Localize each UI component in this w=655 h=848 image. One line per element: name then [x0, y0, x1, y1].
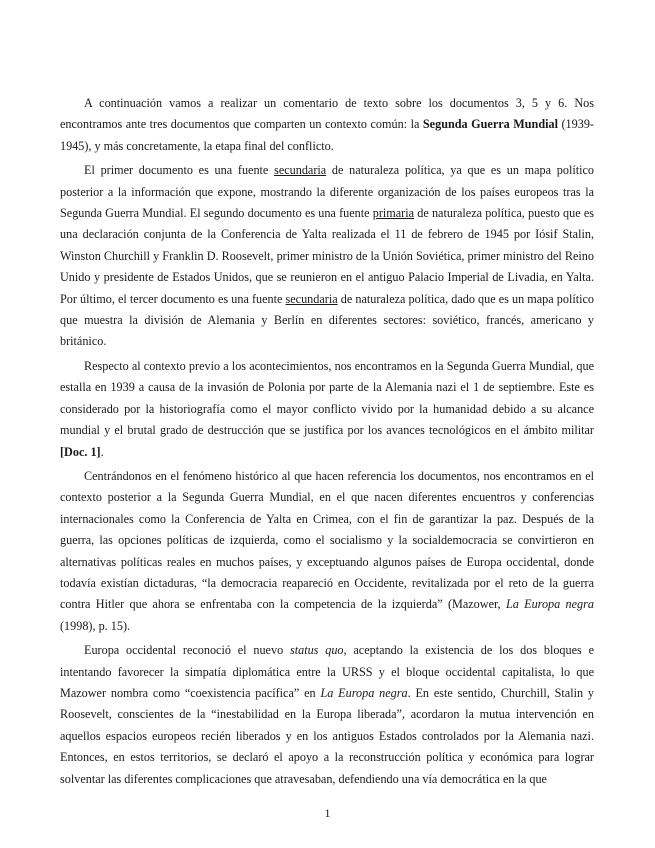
text-run: . En este sentido, Churchill, Stalin y Roosevelt, conscientes de la “inestabilidad en la Europa liberada”, acordaron la mutua intervención en aquellos espacios europeos recién liberados y en los antiguos Estados controlados por la Alemania nazi. Entonces, en estos territorios, se declaró el apoyo a la reconstrucción política y económica para lograr solventar las diferentes complicaciones que atravesaban, defendiendo una vía democrática en la que	[60, 685, 594, 786]
italic-run: status quo	[289, 643, 344, 658]
text-run: de naturaleza política, ya que es un mapa político posterior a la información que expone, mostrando la diferente organización de los países europeos tras la Segunda Guerra Mundial. El segundo documento es una fuente	[60, 163, 595, 221]
underlined-run: secundaria	[274, 163, 327, 178]
text-run: , aceptando la existencia de los dos bloques e intentando favorecer la simpatía diplomática entre la URSS y el bloque occidental capitalista, lo que Mazower nombra como “coexistencia pacífica” en	[60, 643, 594, 700]
bold-run: Segunda Guerra Mundial	[422, 117, 558, 132]
italic-run: La Europa negra	[320, 685, 408, 700]
text-run: A continuación vamos a realizar un comentario de texto sobre los documentos 3, 5 y 6. Nos encontramos ante tres documentos que comparten un contexto común: la	[60, 96, 594, 132]
bold-run: [Doc. 1]	[60, 444, 101, 459]
text-run: El primer documento es una fuente	[84, 163, 275, 178]
page-number: 1	[324, 806, 331, 820]
italic-run: La Europa negra	[505, 597, 594, 612]
text-run: de naturaleza política, dado que es un mapa político que muestra la división de Alemania y Berlín en diferentes sectores: soviético, francés, americano y británico.	[60, 291, 595, 349]
text-run: (1939-1945), y más concretamente, la etapa final del conflicto.	[60, 117, 594, 153]
paragraph-western-europe	[60, 640, 594, 790]
paragraph-sources	[60, 160, 594, 353]
text-run: Europa occidental reconoció el nuevo	[84, 643, 290, 658]
paragraph-historical-phenomenon	[60, 466, 594, 637]
paragraph-intro	[60, 93, 594, 157]
text-run: Centrándonos en el fenómeno histórico al que hacen referencia los documentos, nos encontramos en el contexto posterior a la Segunda Guerra Mundial, en el que nacen diferentes encuentros y conferencias internacionales como la Conferencia de Yalta en Crimea, con el fin de garantizar la paz. Después de la guerra, las opciones políticas de izquierda, como el socialismo y la socialdemocracia se convirtieron en alternativas políticas reales en muchos países, y exceptuando algunos países de Europa occidental, donde todavía existían dictaduras, “la democracia reapareció en Occidente, revitalizada por el reto de la guerra contra Hitler que ahora se enfrentaba con la competencia de la izquierda” (Mazower,	[60, 468, 594, 612]
text-run: .	[100, 444, 104, 459]
text-run: de naturaleza política, puesto que es una declaración conjunta de la Conferencia de Yalta realizada el 11 de febrero de 1945 por Iósif Stalin, Winston Churchill y Franklin D. Roosevelt, primer ministro de la Unión Soviética, primer ministro del Reino Unido y presidente de Estados Unidos, que se reunieron en el antiguo Palacio Imperial de Livadia, en Yalta. Por último, el tercer documento es una fuente	[60, 206, 594, 306]
paragraph-previous-context	[60, 356, 594, 463]
text-run: Respecto al contexto previo a los acontecimientos, nos encontramos en la Segunda Guerra Mundial, que estalla en 1939 a causa de la invasión de Polonia por parte de la Alemania nazi el 1 de septiembre. Este es considerado por la historiografía como el mayor conflicto vivido por la humanidad debido a su alcance mundial y el brutal grado de destrucción que se justifica por los avances tecnológicos en el ámbito militar	[60, 358, 594, 438]
underlined-run: secundaria	[285, 291, 338, 306]
body-text	[60, 93, 594, 793]
text-run: (1998), p. 15).	[60, 618, 131, 633]
underlined-run: primaria	[372, 206, 415, 221]
